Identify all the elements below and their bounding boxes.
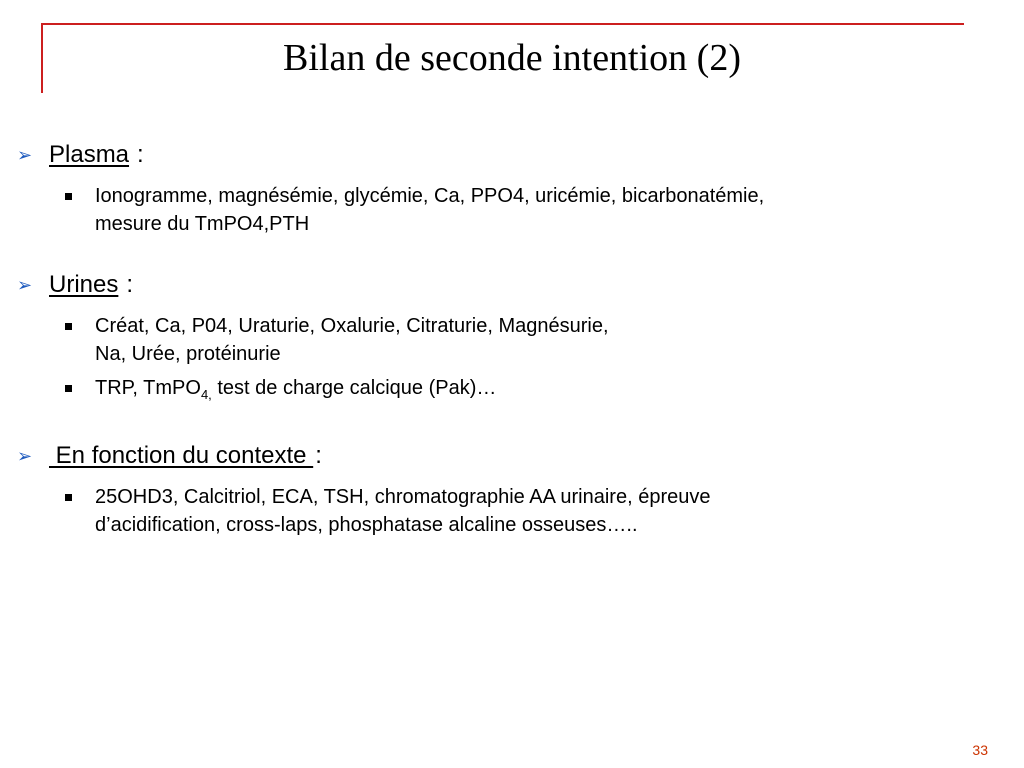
section-label: Urines <box>49 271 119 298</box>
section-colon: : <box>126 271 134 298</box>
arrow-bullet-icon: ➢ <box>17 275 33 295</box>
arrow-bullet-icon: ➢ <box>17 145 33 165</box>
title-rule-horizontal <box>41 23 964 25</box>
square-bullet-icon <box>65 494 72 501</box>
square-bullet-icon <box>65 385 72 392</box>
bullet-line: mesure du TmPO4,PTH <box>95 213 310 235</box>
section-label: Plasma <box>49 141 130 168</box>
bullet-line: Na, Urée, protéinurie <box>95 343 281 365</box>
section-colon: : <box>315 442 322 469</box>
section-plasma-heading <box>17 140 977 170</box>
bullet-item <box>17 182 977 238</box>
bullet-line: Ionogramme, magnésémie, glycémie, Ca, PPO4, uricémie, bicarbonatémie, <box>95 185 765 207</box>
section-urines-heading <box>17 270 977 300</box>
bullet-item <box>17 312 977 368</box>
square-bullet-icon <box>65 193 72 200</box>
bullet-text-suffix: test de charge calcique (Pak)… <box>211 377 497 399</box>
bullet-item <box>17 483 977 539</box>
bullet-item <box>17 374 977 409</box>
bullet-line: 25OHD3, Calcitriol, ECA, TSH, chromatographie AA urinaire, épreuve <box>95 486 711 508</box>
bullet-text-prefix: TRP, TmPO <box>95 377 201 399</box>
section-context-heading <box>17 441 977 471</box>
bullet-text-subscript: 4, <box>200 387 212 402</box>
page-number: 33 <box>972 742 988 758</box>
spacer <box>17 244 977 270</box>
section-colon: : <box>137 141 144 168</box>
arrow-bullet-icon: ➢ <box>17 446 33 466</box>
bullet-line: d’acidification, cross-laps, phosphatase alcaline osseuses….. <box>95 514 638 536</box>
slide-content <box>17 140 977 545</box>
bullet-line: Créat, Ca, P04, Uraturie, Oxalurie, Citraturie, Magnésurie, <box>95 315 609 337</box>
slide-title: Bilan de seconde intention (2) <box>283 37 741 79</box>
bullet-line <box>95 374 977 409</box>
square-bullet-icon <box>65 323 72 330</box>
section-label: En fonction du contexte <box>49 442 314 469</box>
spacer <box>17 415 977 441</box>
